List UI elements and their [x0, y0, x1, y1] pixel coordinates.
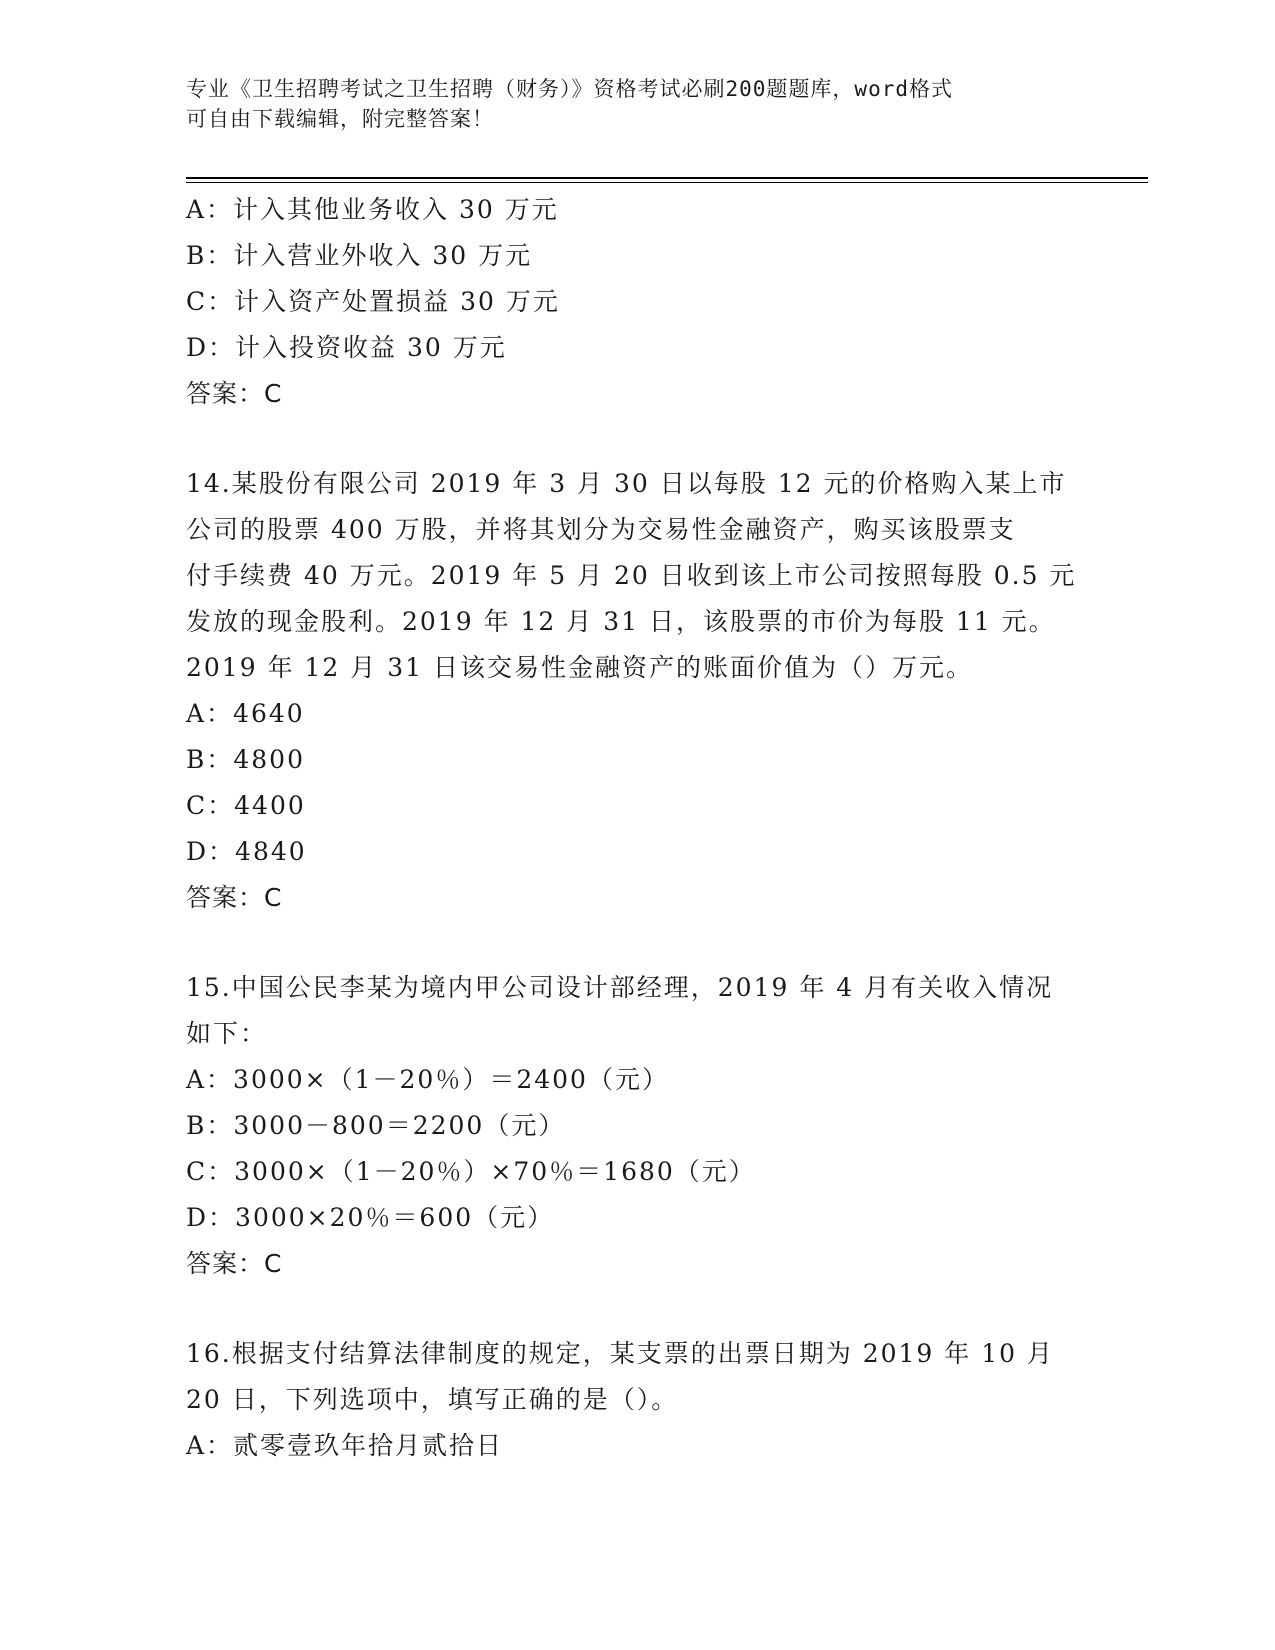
option-c: C：3000×（1－20％）×70％＝1680（元）	[186, 1157, 756, 1186]
option-b: B：3000－800＝2200（元）	[186, 1111, 566, 1140]
question-stem-line: 如下：	[186, 1019, 268, 1048]
spacer	[186, 921, 1086, 965]
option-c: C：计入资产处置损益 30 万元	[186, 287, 560, 316]
question-stem-line: 2019 年 12 月 31 日该交易性金融资产的账面价值为（）万元。	[186, 653, 973, 682]
question-13-block	[186, 187, 1086, 417]
question-stem-line: 14.某股份有限公司 2019 年 3 月 30 日以每股 12 元的价格购入某上市	[186, 469, 1067, 498]
header-line-1: 专业《卫生招聘考试之卫生招聘（财务）》资格考试必刷200题题库，word格式	[186, 77, 953, 101]
question-stem-line: 付手续费 40 万元。2019 年 5 月 20 日收到该上市公司按照每股 0.5 元	[186, 561, 1077, 590]
question-stem-line: 16.根据支付结算法律制度的规定，某支票的出票日期为 2019 年 10 月	[186, 1339, 1054, 1368]
document-header	[186, 74, 1086, 134]
question-stem-line: 15.中国公民李某为境内甲公司设计部经理，2019 年 4 月有关收入情况	[186, 973, 1054, 1002]
header-divider-thick	[186, 177, 1148, 179]
question-15-block	[186, 965, 1086, 1287]
spacer	[186, 1287, 1086, 1331]
answer-line: 答案：C	[186, 379, 283, 408]
option-a: A：计入其他业务收入 30 万元	[186, 195, 559, 224]
header-line-2: 可自由下载编辑，附完整答案！	[186, 107, 494, 131]
option-b: B：4800	[186, 745, 305, 774]
answer-line: 答案：C	[186, 1249, 283, 1278]
answer-line: 答案：C	[186, 883, 283, 912]
question-16-block	[186, 1331, 1086, 1469]
option-d: D：3000×20％＝600（元）	[186, 1203, 555, 1232]
option-a: A：3000×（1－20％）＝2400（元）	[186, 1065, 669, 1094]
spacer	[186, 417, 1086, 461]
question-stem-line: 发放的现金股利。2019 年 12 月 31 日，该股票的市价为每股 11 元。	[186, 607, 1056, 636]
option-c: C：4400	[186, 791, 306, 820]
header-divider-thin	[186, 182, 1148, 183]
question-stem-line: 20 日，下列选项中，填写正确的是（）。	[186, 1385, 679, 1414]
option-d: D：4840	[186, 837, 307, 866]
option-b: B：计入营业外收入 30 万元	[186, 241, 533, 270]
option-d: D：计入投资收益 30 万元	[186, 333, 507, 362]
question-14-block	[186, 461, 1086, 921]
option-a: A：4640	[186, 699, 305, 728]
question-content	[186, 187, 1086, 1469]
question-stem-line: 公司的股票 400 万股，并将其划分为交易性金融资产，购买该股票支	[186, 515, 1016, 544]
option-a: A：贰零壹玖年拾月贰拾日	[186, 1431, 504, 1460]
